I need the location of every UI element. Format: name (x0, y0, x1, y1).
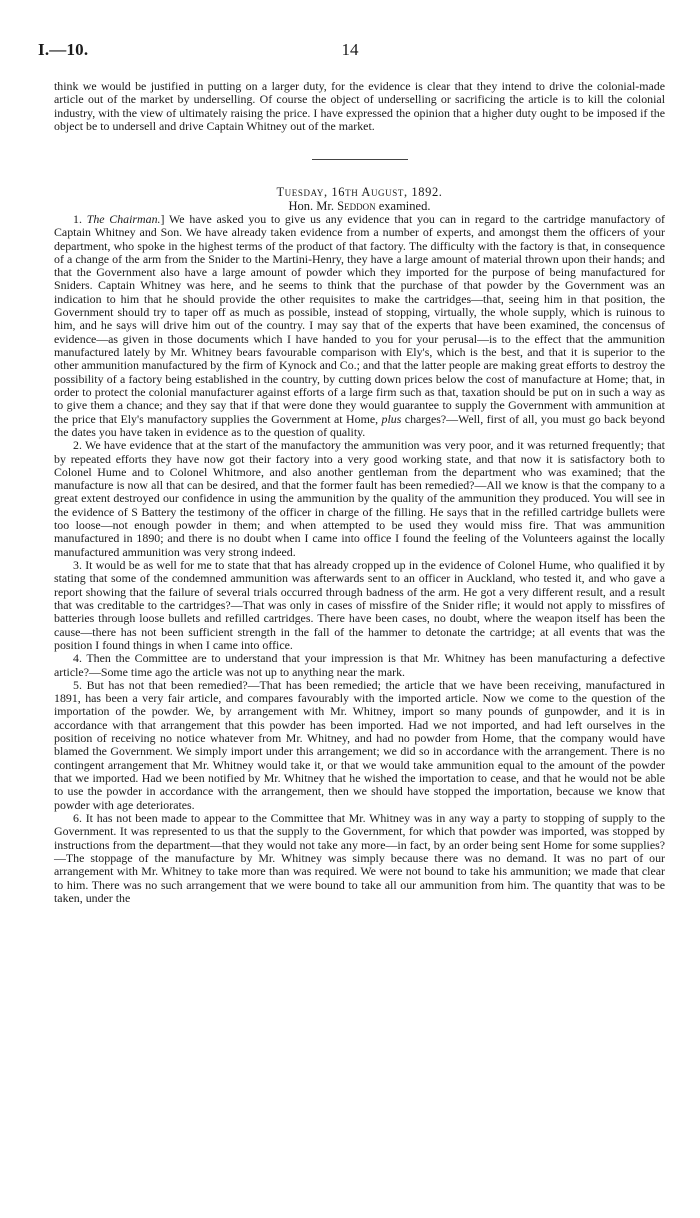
italic-term: plus (381, 411, 402, 426)
question-paragraph-5 (54, 679, 665, 812)
page-number: 14 (341, 40, 359, 59)
witness-name: Seddon (337, 198, 376, 213)
paragraph-text: It has not been made to appear to the Committee that Mr. Whitney was in any way a party to stopping of supply to the Government. It was represented to us that the supply to the Government, for which that powder was imported, was stopped by instructions from the department—that they would not take any more—in fact, by an order being sent Home for some supplies?—The stoppage of the manufacture by Mr. Whitney was simply because there was no demand. It was no part of our arrangement with Mr. Whitney to take more than was required. We were not bound to take his ammunition; we made that clear to him. There was no such arrangement that we were bound to take all our ammunition from him. The quantity that was to be taken, under the (54, 810, 665, 905)
section-divider (312, 159, 408, 160)
paragraph-number: 2. (73, 438, 82, 453)
document-reference: I.—10. (38, 40, 89, 59)
intro-paragraph: think we would be justified in putting on a larger duty, for the evidence is clear that they intend to drive the colonial-made article out of the market by underselling. Of course the object of underselling or sacrificing the article is to kill the colonial industry, with the view of ultimately raising the price. I have expressed the opinion that a higher duty ought to be imposed if the object be to undersell and drive Captain Whitney out of the market. (54, 79, 665, 133)
question-paragraph-3 (54, 559, 665, 652)
witness-suffix: examined. (375, 198, 431, 213)
speaker-name: The Chairman. (86, 211, 161, 226)
witness-heading (54, 200, 665, 213)
witness-prefix: Hon. Mr. (288, 198, 338, 213)
question-paragraph-2 (54, 439, 665, 559)
paragraph-text: ] We have asked you to give us any evidence that you can in regard to the cartridge manufactory of Captain Whitney and Son. We have already taken evidence from a number of experts, and amongst them the officers of your department, who spoke in the highest terms of the product of that factory. The difficulty with the factory is that, in consequence of a change of the arm from the Snider to the Martini-Henry, they have a large amount of material thrown upon their hands; and that the Government also have a large amount of powder which they imported for the purpose of being manufactured for Sniders. Captain Whitney was here, and he seems to think that the purchase of that powder by the Government was an indication to him that he should provide the other requisites to make the cartridges—that, seeing him in that position, the Government should try to taper off as much as possible, instead of stopping, virtually, the whole supply, which is ruinous to him, and he says will drive him out of the country. I may say that of the experts that have been examined, the concensus of evidence—as given in those documents which I have handed to you for your perusal—is to the effect that the ammunition manufactured lately by Mr. Whitney bears favourable comparison with Ely's, which is the best, and that it is superior to the other ammunition manufactured by the firm of Kynock and Co.; and that the latter people are making great efforts to destroy the possibility of a factory being established in the country, by cutting down prices below the cost of manufacture at Home; that, in order to protect the colonial manufacturer against efforts of a large firm such as that, taxation should be put on in such a way as to give them a chance; and they say that if that were done they would guarantee to supply the Government with ammunition at the price that Ely's manufactory supplies the Government at Home, (54, 211, 665, 426)
paragraph-number: 6. (73, 810, 82, 825)
paragraph-number: 5. (73, 677, 82, 692)
session-date: Tuesday, 16th August, 1892. (276, 185, 443, 200)
page-header (38, 40, 662, 62)
paragraph-text: Then the Committee are to understand that your impression is that Mr. Whitney has been manufacturing a defective article?—Some time ago the article was not up to anything near the mark. (54, 651, 665, 679)
paragraph-text: charges?—Well, first of all, you must go back beyond the dates you have taken in evidence as to the question of quality. (54, 411, 665, 439)
paragraph-text: We have evidence that at the start of the manufactory the ammunition was very poor, and it was returned frequently; that by repeated efforts they have now got their factory into a very good working state, and that now it is satisfactory both to Colonel Hume and to Colonel Whitmore, and also another gentleman from the department who was examined; that the manufacture is now all that can be desired, and that the former fault has been remedied?—All we know is that the company to a great extent destroyed our confidence in using the ammunition by the quality of the ammunition they produced. You will see in the evidence of S Battery the testimony of the officer in charge of the filling. He says that in the refilled cartridge bullets were too loose—not enough powder in them; and when attempted to be used they would miss fire. That was ammunition manufactured in 1890; and there is no doubt when I came into office I found the feeling of the Volunteers against the locally manufactured ammunition was very strong indeed. (54, 438, 665, 559)
question-paragraph-1 (54, 213, 665, 439)
question-paragraph-4 (54, 652, 665, 679)
question-paragraph-6 (54, 812, 665, 905)
paragraph-text: But has not that been remedied?—That has been remedied; the article that we have been receiving, manufactured in 1891, has been a very fair article, and compares favourably with the imported article. Now we come to the question of the importation of the powder. We, by arrangement with Mr. Whitney, import so many pounds of gunpowder, and it is in accordance with that arrangement that this powder has been imported. Had we not imported, and had left ourselves in the position of receiving no notice whatever from Mr. Whitney, and had no powder from Home, that the company would have blamed the Government. We simply import under this arrangement; we did so in accordance with the arrangement. There is no contingent arrangement that Mr. Whitney would take it, or that we would take ammunition equal to the amount of the powder that we imported. Had we been notified by Mr. Whitney that he wished the importation to cease, and that he would not be able to use the powder in accordance with the arrangement, then we should have stopped the importation, because we know that powder with age deteriorates. (54, 677, 665, 812)
paragraph-text: It would be as well for me to state that that has already cropped up in the evidence of Colonel Hume, who qualified it by stating that some of the condemned ammunition was afterwards sent to an officer in Auckland, who tested it, and who gave a report showing that the failure of several trials occurred through badness of the arm. He got a very different result, and a result that was creditable to the cartridges?—That was only in cases of missfire of the Snider rifle; it would not apply to missfires of batteries through loose bullets and refilled cartridges. There have been cases, no doubt, where the weapon itself has been the cause—there has not been sufficient strength in the fall of the hammer to detonate the cartridge; at all events that was the position I found things in when I came into office. (54, 558, 665, 652)
paragraph-number: 1. (73, 211, 82, 226)
paragraph-number: 3. (73, 558, 82, 572)
document-body (54, 80, 665, 905)
paragraph-number: 4. (73, 651, 82, 666)
